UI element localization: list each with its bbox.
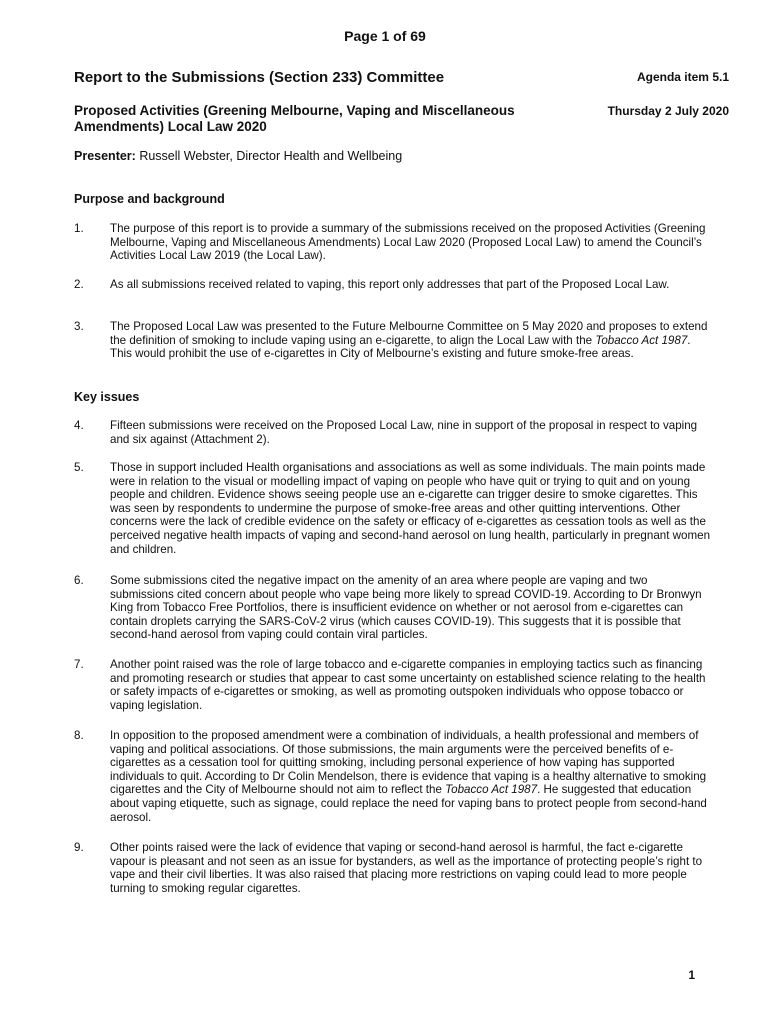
paragraph-number: 5.: [74, 461, 84, 474]
paragraph-number: 1.: [74, 222, 84, 235]
paragraph-6: [74, 574, 714, 642]
paragraph-7: [74, 658, 714, 712]
report-subtitle: Proposed Activities (Greening Melbourne, Vaping and Miscellaneous Amendments) Local Law 2020: [74, 103, 515, 134]
paragraph-number: 7.: [74, 658, 84, 671]
paragraph-number: 4.: [74, 419, 84, 432]
paragraph-9: [74, 841, 714, 895]
paragraph-number: 6.: [74, 574, 84, 587]
presenter-line: [74, 149, 402, 163]
paragraph-text: The Proposed Local Law was presented to the Future Melbourne Committee on 5 May 2020 and proposes to extend the definition of smoking to include vaping using an e-cigarette, to align the Local Law with the Tobacco Act 1987. This would prohibit the use of e-cigarettes in City of Melbourne’s existing and future smoke-free areas.: [110, 320, 708, 361]
paragraph-2: [74, 278, 714, 292]
paragraph-number: 9.: [74, 841, 84, 854]
meeting-date: Thursday 2 July 2020: [607, 104, 729, 118]
paragraph-5: [74, 461, 714, 556]
paragraph-text: Some submissions cited the negative impact on the amenity of an area where people are vaping and two submissions cited concern about people who vape being more likely to spread COVID-19. According to Dr Bronwyn King from Tobacco Free Portfolios, there is insufficient evidence on whether or not aerosol from e-cigarettes can contain droplets carrying the SARS-CoV-2 virus (which causes COVID-19). This suggests that it is possible that second-hand aerosol from vaping could contain viral particles.: [110, 574, 702, 642]
paragraph-text: The purpose of this report is to provide a summary of the submissions received on the proposed Activities (Greening Melbourne, Vaping and Miscellaneous Amendments) Local Law 2020 (Proposed Local Law) to amend the Council’s Activities Local Law 2019 (the Local Law).: [110, 222, 706, 263]
paragraph-number: 2.: [74, 278, 84, 291]
paragraph-text: Another point raised was the role of large tobacco and e-cigarette companies in employing tactics such as financing and promoting research or studies that appear to cast some uncertainty on established science relating to the health or safety impacts of e-cigarettes or smoking, as well as promoting outspoken individuals who oppose tobacco or vaping legislation.: [110, 658, 706, 712]
report-title: Report to the Submissions (Section 233) Committee: [74, 69, 445, 86]
paragraph-text: In opposition to the proposed amendment were a combination of individuals, a health professional and members of vaping and political associations. Of those submissions, the main arguments were the perceived benefits of e-cigarettes as a cessation tool for quitting smoking, including personal experience of how vaping has supported individuals to quit. According to Dr Colin Mendelson, there is evidence that vaping is a healthy alternative to smoking cigarettes and the City of Melbourne should not aim to reflect the Tobacco Act 1987. He suggested that education about vaping etiquette, such as signage, could replace the need for vaping bans to protect people from second-hand aerosol.: [110, 729, 707, 824]
presenter-label: Presenter:: [74, 149, 136, 163]
purpose-heading: Purpose and background: [74, 192, 225, 206]
paragraph-text: As all submissions received related to vaping, this report only addresses that part of the Proposed Local Law.: [110, 278, 670, 291]
paragraph-8: [74, 729, 714, 824]
presenter-value: Russell Webster, Director Health and Wellbeing: [135, 149, 403, 163]
paragraph-text: Other points raised were the lack of evidence that vaping or second-hand aerosol is harmful, the fact e-cigarette vapour is pleasant and not seen as an issue for bystanders, as well as the importance of protecting people’s right to vape and their civil liberties. It was also raised that placing more restrictions on vaping could lead to more people turning to smoking regular cigarettes.: [110, 841, 703, 895]
key-issues-heading: Key issues: [74, 390, 140, 404]
page-header: Page 1 of 69: [344, 28, 426, 44]
paragraph-text: Those in support included Health organisations and associations as well as some individuals. The main points made were in relation to the visual or modelling impact of vaping on people who have quit or trying to quit and on young people and children. Evidence shows seeing people use an e-cigarette can trigger desire to smoke cigarettes. This was seen by respondents to undermine the purpose of smoke-free areas and other quitting interventions. Other concerns were the lack of credible evidence on the safety or efficacy of e-cigarettes as cessation tools as well as the perceived negative health impacts of vaping and second-hand aerosol on lung health, particularly in pregnant women and children.: [110, 461, 711, 556]
paragraph-1: [74, 222, 714, 263]
paragraph-3: [74, 320, 714, 361]
paragraph-text: Fifteen submissions were received on the Proposed Local Law, nine in support of the proposal in respect to vaping and six against (Attachment 2).: [110, 419, 698, 446]
agenda-item: Agenda item 5.1: [636, 70, 729, 84]
paragraph-number: 3.: [74, 320, 84, 333]
paragraph-4: [74, 419, 714, 446]
paragraph-number: 8.: [74, 729, 84, 742]
footer-page-number: 1: [688, 968, 695, 982]
